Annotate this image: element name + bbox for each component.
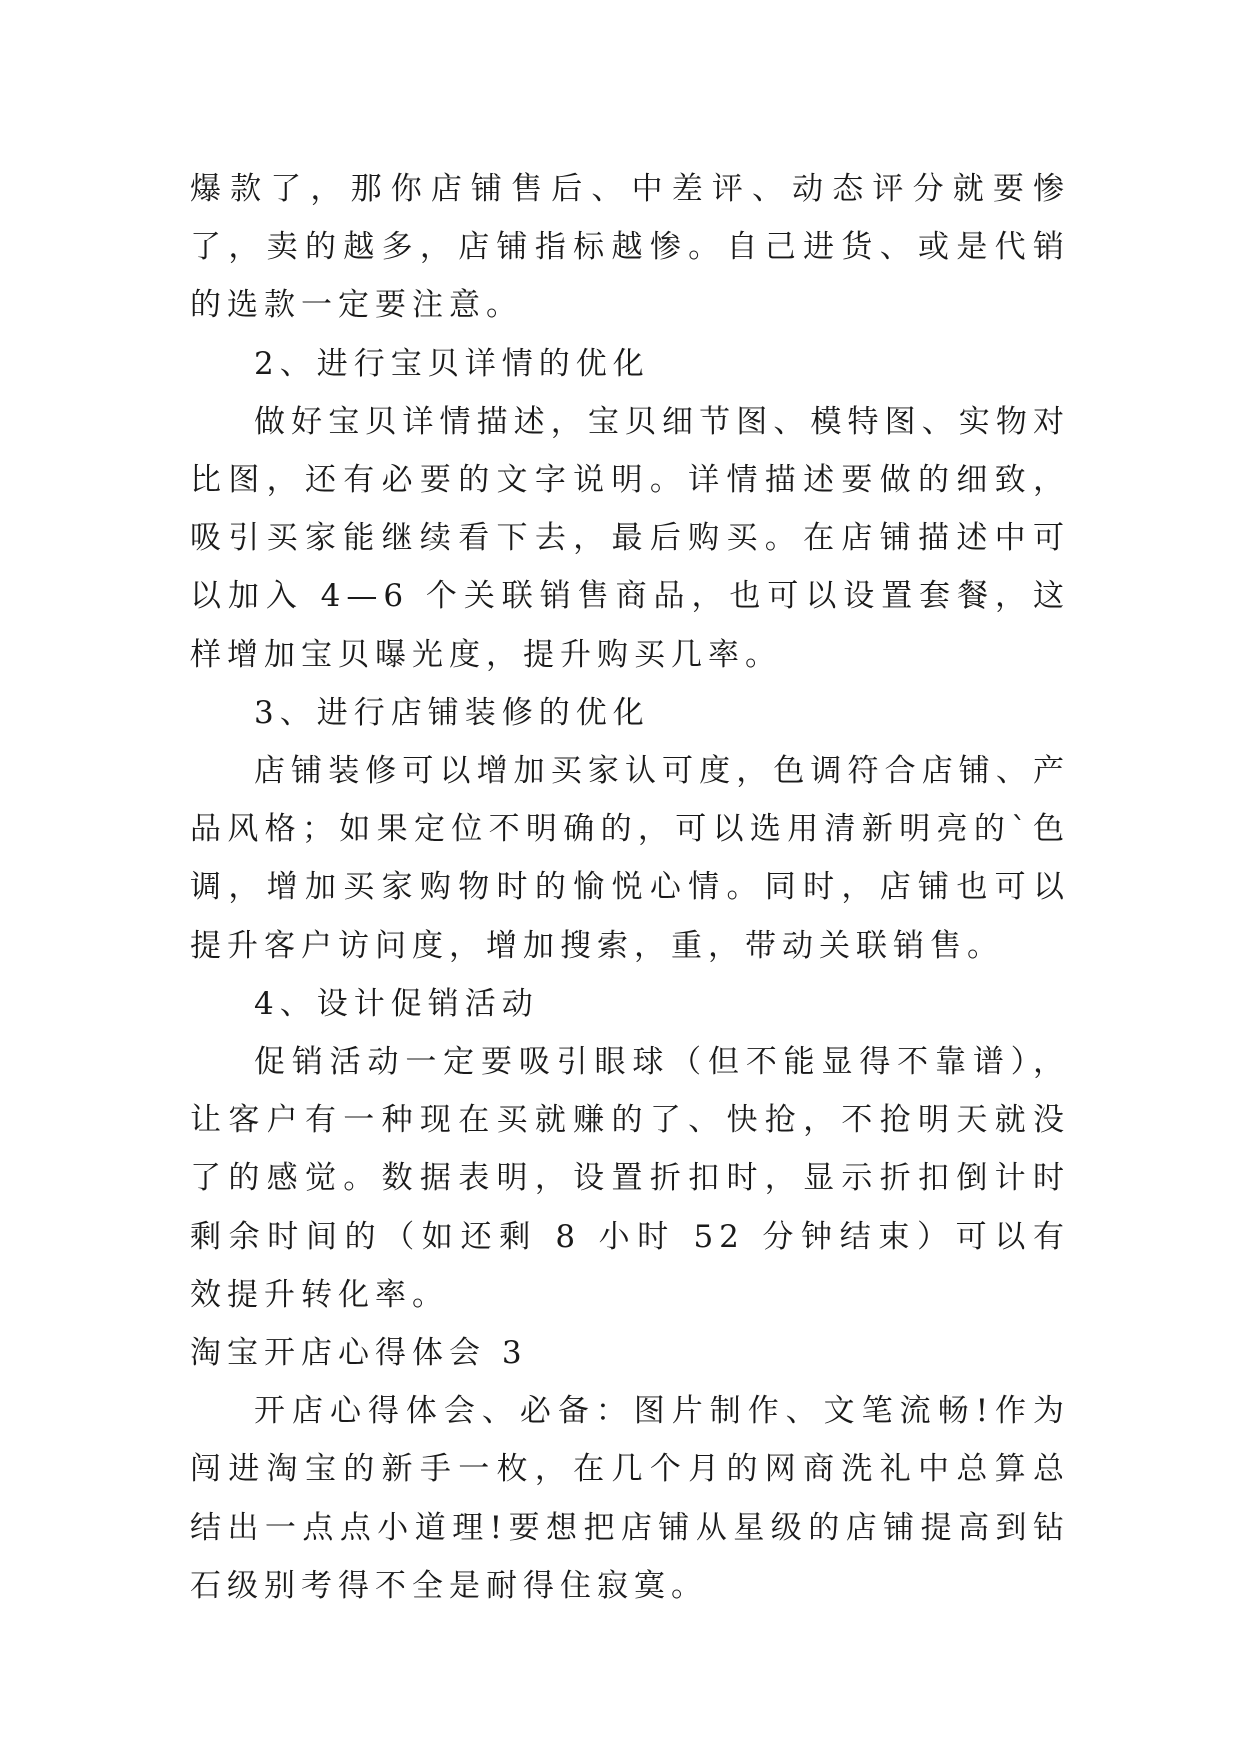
heading-promotion: 4、设计促销活动 <box>254 985 539 1022</box>
heading-store-decoration: 3、进行店铺装修的优化 <box>254 694 650 731</box>
paragraph-store-decoration: 店铺装修可以增加买家认可度，色调符合店铺、产品风格；如果定位不明确的，可以选用清新明亮的`色调，增加买家购物时的愉悦心情。同时，店铺也可以提升客户访问度，增加搜索，重，带动关联销售。 <box>190 753 1070 964</box>
paragraph-intro: 爆款了，那你店铺售后、中差评、动态评分就要惨了，卖的越多，店铺指标越惨。自己进货、或是代销的选款一定要注意。 <box>190 171 1070 324</box>
section-title-3: 淘宝开店心得体会 3 <box>190 1335 528 1372</box>
paragraph-experience: 开店心得体会、必备：图片制作、文笔流畅!作为闯进淘宝的新手一枚，在几个月的网商洗礼中总算总结出一点点小道理!要想把店铺从星级的店铺提高到钻石级别考得不全是耐得住寂寞。 <box>190 1393 1070 1604</box>
document-body <box>190 160 1070 1615</box>
paragraph-promotion: 促销活动一定要吸引眼球（但不能显得不靠谱），让客户有一种现在买就赚的了、快抢，不抢明天就没了的感觉。数据表明，设置折扣时，显示折扣倒计时剩余时间的（如还剩 8 小时 52 分钟结束）可以有效提升转化率。 <box>190 1044 1070 1313</box>
paragraph-detail-optimization: 做好宝贝详情描述，宝贝细节图、模特图、实物对比图，还有必要的文字说明。详情描述要做的细致，吸引买家能继续看下去，最后购买。在店铺描述中可以加入 4—6 个关联销售商品，也可以设置套餐，这样增加宝贝曝光度，提升购买几率。 <box>190 403 1070 673</box>
heading-detail-optimization: 2、进行宝贝详情的优化 <box>254 345 650 382</box>
